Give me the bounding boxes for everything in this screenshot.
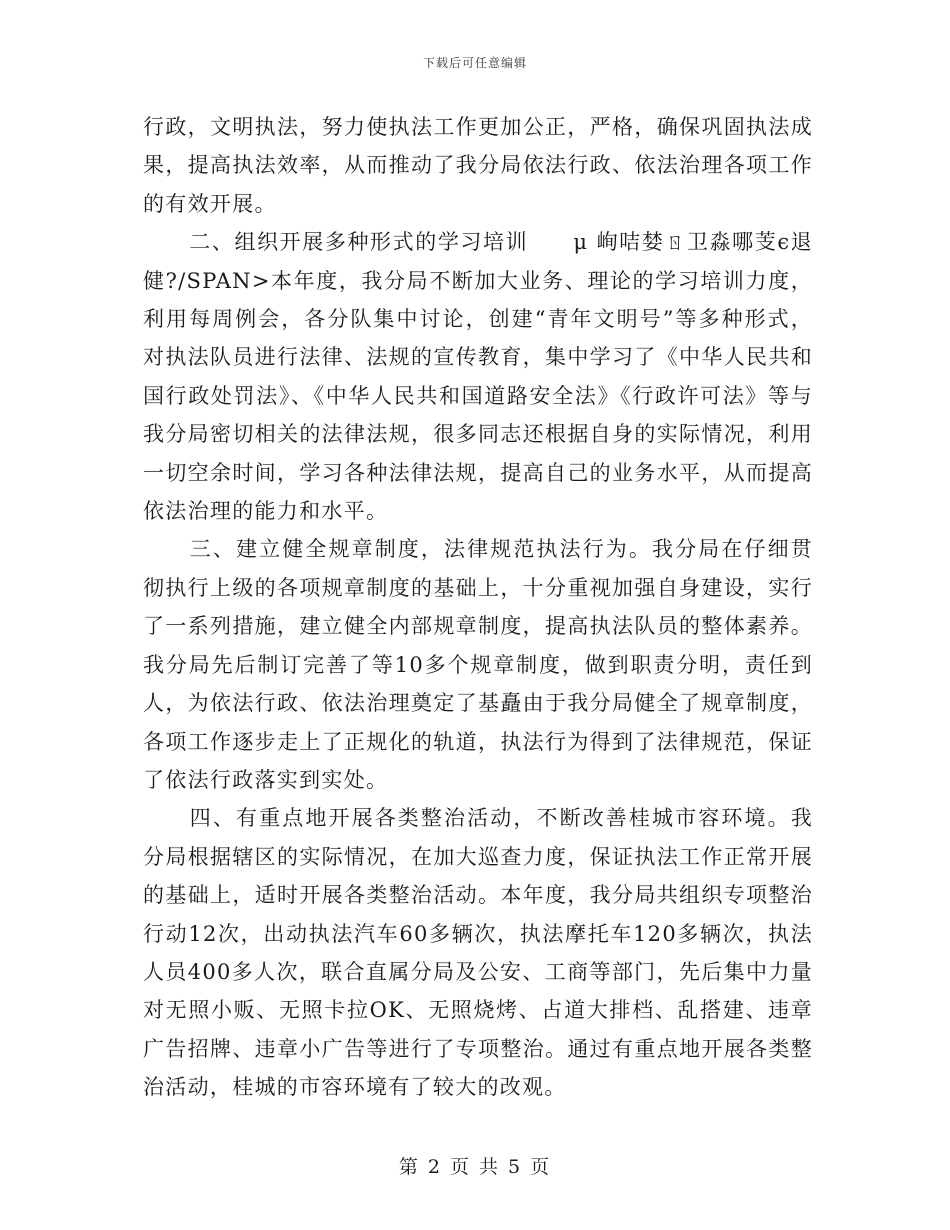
page-number-footer: 第 2 页 共 5 页 [398,1156,552,1178]
body-paragraph [143,799,813,1106]
paragraph-text: 四、有重点地开展各类整治活动，不断改善桂城市容环境。我分局根据辖区的实际情况，在加大巡查力度，保证执法工作正常开展的基础上，适时开展各类整治活动。本年度，我分局共组织专项整治行动12次，出动执法汽车60多辆次，执法摩托车120多辆次，执法人员400多人次，联合直属分局及公安、工商等部门，先后集中力量对无照小贩、无照卡拉OK、无照烧烤、占道大排档、乱搭建、违章广告招牌、违章小广告等进行了专项整治。通过有重点地开展各类整治活动，桂城的市容环境有了较大的改观。 [143,806,813,1100]
paragraph-text: 二、组织开展多种形式的学习培训 μ 峋咭婪ㄖ卫淼哪芰ϵ退健?/SPAN>本年度，我分局不断加大业务、理论的学习培训力度，利用每周例会，各分队集中讨论，创建“青年文明号”等多种形式，对执法队员进行法律、法规的宣传教育，集中学习了《中华人民共和国行政处罚法》、《中华人民共和国道路安全法》《行政许可法》等与我分局密切相关的法律法规，很多同志还根据自身的实际情况，利用一切空余时间，学习各种法律法规，提高自己的业务水平，从而提高依法治理的能力和水平。 [143,230,813,524]
page-header-note: 下载后可任意编辑 [422,56,527,70]
document-body [143,108,813,1107]
body-paragraph [143,530,813,799]
paragraph-text: 行政，文明执法，努力使执法工作更加公正，严格，确保巩固执法成果，提高执法效率，从而推动了我分局依法行政、依法治理各项工作的有效开展。 [143,115,813,216]
paragraph-text: 三、建立健全规章制度，法律规范执法行为。我分局在仔细贯彻执行上级的各项规章制度的基础上，十分重视加强自身建设，实行了一系列措施，建立健全内部规章制度，提高执法队员的整体素养。我分局先后制订完善了等10多个规章制度，做到职责分明，责任到人，为依法行政、依法治理奠定了基矗由于我分局健全了规章制度，各项工作逐步走上了正规化的轨道，执法行为得到了法律规范，保证了依法行政落实到实处。 [143,537,813,792]
body-paragraph [143,108,813,223]
body-paragraph [143,223,813,530]
